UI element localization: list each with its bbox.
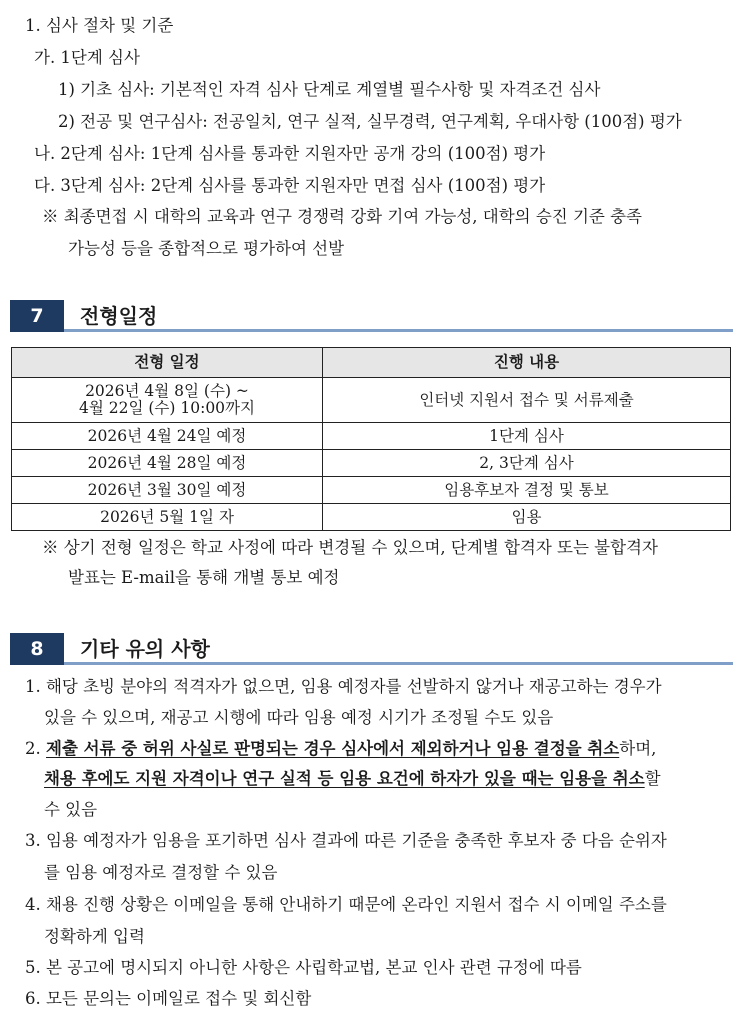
schedule-cell: 2026년 4월 28일 예정 — [12, 450, 323, 477]
table-row — [12, 423, 731, 450]
content-cell: 1단계 심사 — [323, 423, 731, 450]
item2-tail-2: 할 — [644, 769, 661, 788]
content-cell: 임용후보자 결정 및 통보 — [323, 477, 731, 504]
item2-tail-1: 하며, — [619, 739, 657, 758]
stage1-heading: 가. 1단계 심사 — [34, 48, 140, 67]
notice-item-1-line2: 있을 수 있으며, 재공고 시행에 따라 임용 예정 시기가 조정될 수도 있음 — [44, 708, 554, 727]
stage3-review: 다. 3단계 심사: 2단계 심사를 통과한 지원자만 면접 심사 (100점) 평가 — [34, 176, 546, 195]
content-cell: 임용 — [323, 504, 731, 531]
notice-item-4-line1: 4. 채용 진행 상황은 이메일을 통해 안내하기 때문에 온라인 지원서 접수 시 이메일 주소를 — [25, 895, 667, 914]
schedule-note-line1: ※ 상기 전형 일정은 학교 사정에 따라 변경될 수 있으며, 단계별 합격자 또는 불합격자 — [42, 538, 658, 557]
section8-rule — [64, 662, 733, 665]
major-review: 2) 전공 및 연구심사: 전공일치, 연구 실적, 실무경력, 연구계획, 우대사항 (100점) 평가 — [58, 112, 682, 131]
final-note-line2: 가능성 등을 종합적으로 평가하여 선발 — [68, 239, 345, 258]
notice-item-6: 6. 모든 문의는 이메일로 접수 및 회신함 — [25, 989, 312, 1008]
table-header-row — [12, 348, 731, 378]
item2-emphasis-1: 제출 서류 중 허위 사실로 판명되는 경우 심사에서 제외하거나 임용 결정을 취소 — [46, 739, 620, 758]
table-row — [12, 477, 731, 504]
schedule-cell: 2026년 5월 1일 자 — [12, 504, 323, 531]
section8-header — [10, 633, 733, 665]
schedule-cell — [12, 378, 323, 423]
table-row — [12, 504, 731, 531]
notice-item-3-line2: 를 임용 예정자로 결정할 수 있음 — [44, 863, 278, 882]
section7-title: 전형일정 — [80, 304, 158, 328]
notice-item-1-line1: 1. 해당 초빙 분야의 적격자가 없으면, 임용 예정자를 선발하지 않거나 재공고하는 경우가 — [25, 677, 662, 696]
header-content: 진행 내용 — [323, 348, 731, 378]
basic-review: 1) 기초 심사: 기본적인 자격 심사 단계로 계열별 필수사항 및 자격조건 심사 — [58, 80, 601, 99]
schedule-date-line1: 2026년 4월 8일 (수) ~ — [85, 382, 249, 400]
section7-number: 7 — [10, 300, 64, 332]
notice-item-3-line1: 3. 임용 예정자가 임용을 포기하면 심사 결과에 따른 기준을 충족한 후보자 중 다음 순위자 — [25, 831, 667, 850]
notice-item-5: 5. 본 공고에 명시되지 아니한 사항은 사립학교법, 본교 인사 관련 규정에 따름 — [25, 958, 582, 977]
table-row — [12, 378, 731, 423]
section1-title: 1. 심사 절차 및 기준 — [25, 16, 174, 35]
schedule-cell: 2026년 4월 24일 예정 — [12, 423, 323, 450]
notice-item-2-line2 — [44, 768, 661, 790]
schedule-cell: 2026년 3월 30일 예정 — [12, 477, 323, 504]
section8-number: 8 — [10, 633, 64, 665]
header-schedule: 전형 일정 — [12, 348, 323, 378]
schedule-note-line2: 발표는 E-mail을 통해 개별 통보 예정 — [68, 568, 340, 587]
section7-header — [10, 300, 733, 332]
content-cell: 2, 3단계 심사 — [323, 450, 731, 477]
item2-emphasis-2: 채용 후에도 지원 자격이나 연구 실적 등 임용 요건에 하자가 있을 때는 임용을 취소 — [44, 769, 645, 788]
table-row — [12, 450, 731, 477]
content-cell: 인터넷 지원서 접수 및 서류제출 — [323, 378, 731, 423]
schedule-date-line2: 4월 22일 (수) 10:00까지 — [79, 399, 255, 417]
schedule-table — [11, 347, 731, 531]
notice-item-2-line1 — [25, 738, 656, 760]
notice-item-2-line3: 수 있음 — [44, 800, 98, 819]
stage2-review: 나. 2단계 심사: 1단계 심사를 통과한 지원자만 공개 강의 (100점) 평가 — [34, 144, 546, 163]
notice-item-4-line2: 정확하게 입력 — [44, 927, 145, 946]
final-note-line1: ※ 최종면접 시 대학의 교육과 연구 경쟁력 강화 기여 가능성, 대학의 승진 기준 충족 — [42, 207, 642, 226]
section7-rule — [64, 329, 733, 332]
section8-title: 기타 유의 사항 — [80, 637, 210, 661]
item2-number: 2. — [25, 739, 46, 758]
